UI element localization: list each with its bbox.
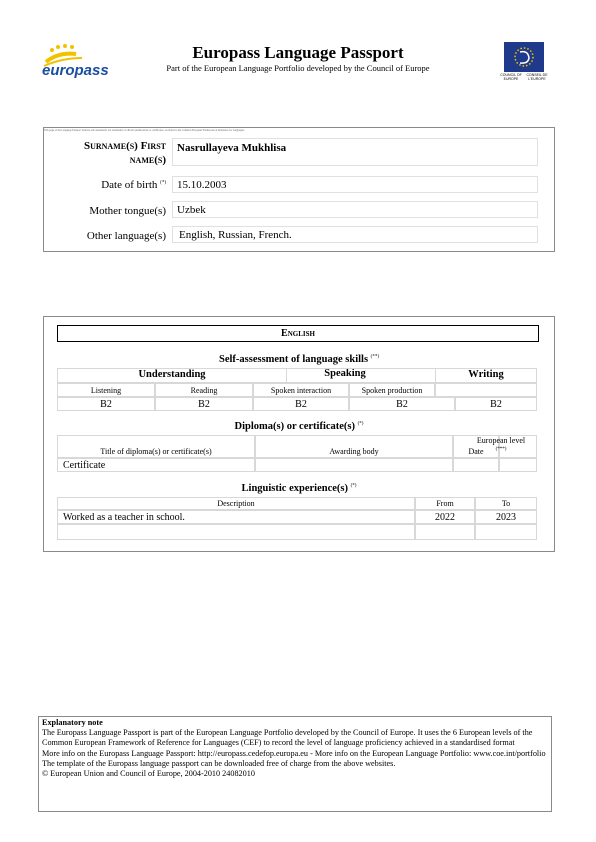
page-title: Europass Language Passport bbox=[192, 43, 404, 62]
language-name: English bbox=[57, 325, 539, 342]
explanatory-note bbox=[38, 716, 552, 812]
spoken-production-header: Spoken production bbox=[349, 383, 435, 397]
other-languages-field: English, Russian, French. bbox=[172, 226, 538, 243]
description-header: Description bbox=[57, 497, 415, 510]
writing-header: Writing bbox=[435, 368, 537, 383]
europass-logo bbox=[38, 42, 118, 82]
language-section bbox=[43, 316, 555, 552]
to-header: To bbox=[475, 497, 537, 510]
reading-level: B2 bbox=[155, 397, 253, 411]
awarding-body-header: Awarding body bbox=[255, 435, 453, 458]
dob-label: Date of birth (*) bbox=[101, 179, 166, 191]
understanding-header: Understanding bbox=[57, 368, 287, 383]
mother-tongue-label: Mother tongue(s) bbox=[89, 205, 166, 217]
explanatory-note-line: More info on the Europass Language Passport: http://europass.cedefop.europa.eu - More info on the European Language Portfolio: www.coe.int/portfolio bbox=[42, 748, 546, 758]
personal-info-section bbox=[43, 127, 555, 252]
experience-to: 2023 bbox=[475, 510, 537, 524]
european-level-header: European level (***) bbox=[499, 435, 537, 458]
explanatory-note-line: The Europass Language Passport is part of the European Language Portfolio developed by the Council of Europe. It uses the 6 European levels of the Common European Framework of Reference for Languages (CEF) to record the level of language proficiency achieved in a standardised format bbox=[42, 728, 533, 748]
diploma-title: Diploma(s) or certificate(s) (*) bbox=[234, 421, 364, 432]
other-languages-label: Other language(s) bbox=[86, 230, 166, 242]
explanatory-note-line: © European Union and Council of Europe, 2004-2010 24082010 bbox=[42, 769, 255, 779]
listening-header: Listening bbox=[57, 383, 155, 397]
experience-title: Linguistic experience(s) (*) bbox=[241, 483, 357, 494]
experience-from: 2022 bbox=[415, 510, 475, 524]
reading-header: Reading bbox=[155, 383, 253, 397]
surname-field: Nasrullayeva Mukhlisa bbox=[172, 138, 538, 166]
speaking-header: Speaking bbox=[324, 368, 366, 379]
certificate-title: Certificate bbox=[57, 458, 255, 472]
coe-text-en: COUNCIL OF EUROPE bbox=[500, 73, 522, 81]
spoken-interaction-level: B2 bbox=[253, 397, 349, 411]
spoken-production-level: B2 bbox=[349, 397, 455, 411]
page-subtitle: Part of the European Language Portfolio developed by the Council of Europe bbox=[166, 63, 430, 73]
surname-label: Surname(s) First name(s) bbox=[83, 140, 166, 166]
europass-wordmark: europass bbox=[42, 62, 109, 79]
writing-level: B2 bbox=[455, 397, 537, 411]
diploma-title-header: Title of diploma(s) or certificate(s) bbox=[57, 435, 255, 458]
from-header: From bbox=[415, 497, 475, 510]
spoken-interaction-header: Spoken interaction bbox=[253, 383, 349, 397]
explanatory-note-line: The template of the Europass language passport can be downloaded free of charge from the above websites. bbox=[42, 758, 396, 768]
explanatory-note-heading: Explanatory note bbox=[42, 718, 103, 727]
mother-tongue-field: Uzbek bbox=[172, 201, 538, 218]
dob-field: 15.10.2003 bbox=[172, 176, 538, 193]
experience-description: Worked as a teacher in school. bbox=[57, 510, 415, 524]
personal-note: This page of the Language Passport features self-assessment, not statements of official qualifications or certificates, as related to the Common European Framework of Reference for Languages. bbox=[44, 129, 245, 132]
listening-level: B2 bbox=[57, 397, 155, 411]
coe-text-fr: CONSEIL DE L'EUROPE bbox=[526, 73, 548, 81]
council-of-europe-logo bbox=[498, 42, 550, 86]
date-header: Date bbox=[453, 435, 499, 458]
self-assessment-title: Self-assessment of language skills (**) bbox=[218, 354, 380, 365]
